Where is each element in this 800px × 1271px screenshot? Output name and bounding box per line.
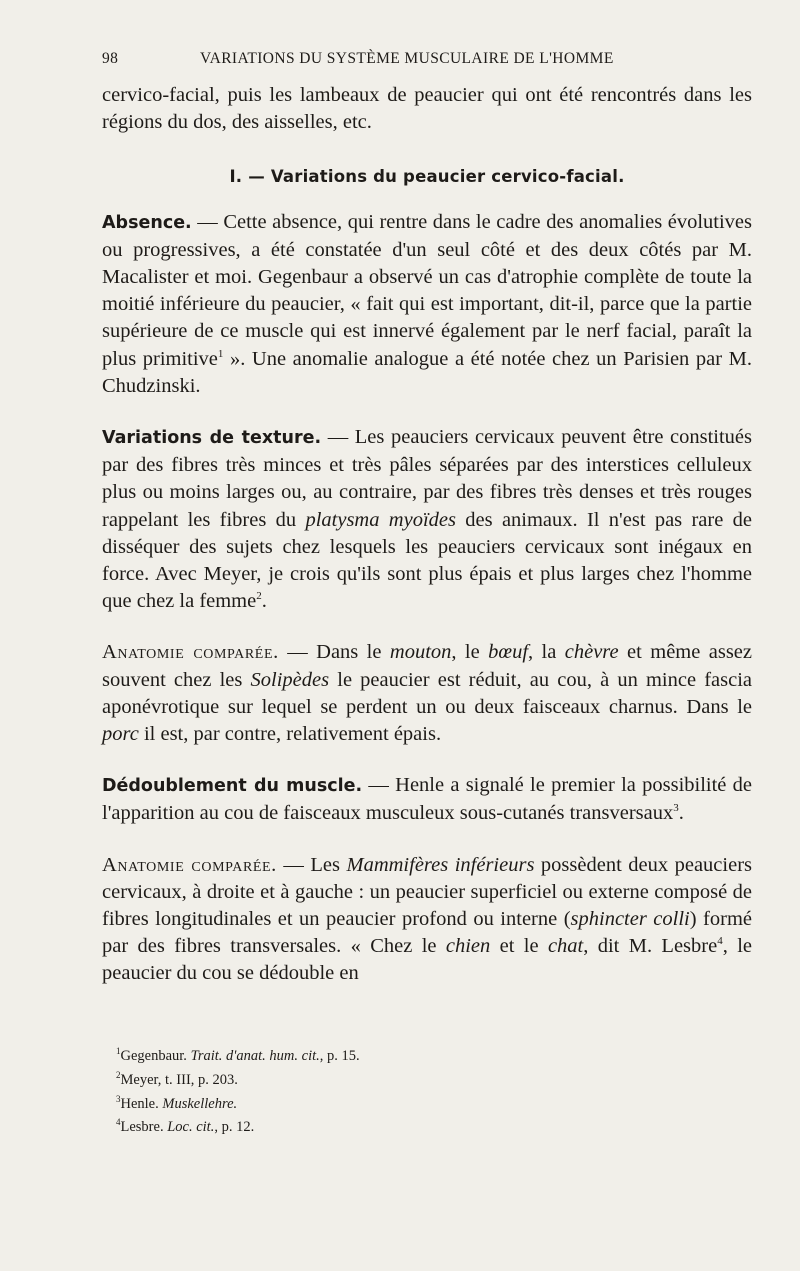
footnote-text: Lesbre. <box>120 1119 168 1136</box>
anat1-text: le peaucier est réduit, au cou, à un mince fascia aponévrotique sur lequel se perdent un ou deux faisceaux charnus. Dans le <box>102 668 753 718</box>
anat1-italic: porc <box>102 723 139 746</box>
anat1-text: , la <box>528 641 565 664</box>
absence-text: — Cette absence, qui rentre dans le cadre des anomalies évolutives ou progressives, a été constatée d'un seul côté et des deux côtés par M. Macalister et moi. Gegenbaur a observé un cas d'atrophie complète de toute la moitié inférieure du peaucier, « fait qui est important, dit-il, parce que la partie supérieure de ce muscle qui est innervé également par le nerf facial, paraît la plus primitive <box>102 210 752 370</box>
anat2-text: possèdent deux peauciers cervicaux, à droite et à gauche : un peaucier superficiel ou externe composé de fibres longitudinales et un peaucier profond ou interne ( <box>102 853 753 931</box>
footnote-italic: Trait. d'anat. hum. cit. <box>190 1047 320 1064</box>
footnote <box>116 1090 360 1114</box>
anat2-italic: chien <box>445 935 491 958</box>
anat2-text: et le <box>490 935 548 958</box>
footnote-number: 4 <box>116 1117 121 1128</box>
anatomie-comparee-paragraph-2 <box>102 852 752 988</box>
anat1-italic: mouton <box>389 641 452 664</box>
footnote-number: 2 <box>116 1069 121 1080</box>
anat2-text-end: , le peaucier du cou se dédouble en <box>102 935 752 985</box>
section-title: I. — Variations du peaucier cervico-facial. <box>229 167 625 187</box>
anat2-text: , dit M. Lesbre <box>583 935 718 958</box>
footnote-italic: Loc. cit. <box>167 1119 215 1136</box>
absence-heading: Absence. <box>102 212 192 233</box>
anat2-italic: chat <box>547 935 584 958</box>
intro-paragraph <box>102 82 752 136</box>
anat2-heading: Anatomie comparée. <box>102 853 277 876</box>
anat1-heading: Anatomie comparée. <box>102 641 279 664</box>
page-number: 98 <box>102 50 119 67</box>
texture-text: — Les peauciers cervicaux peuvent être constitués par des fibres très minces et très pâles séparées par des interstices celluleux plus ou moins larges ou, au contraire, par des fibres très denses et très rouges rappelant les fibres du <box>102 426 753 531</box>
anat1-text: il est, par contre, relativement épais. <box>138 723 442 746</box>
footnote-text: Meyer, t. III, p. 203. <box>120 1071 238 1088</box>
dedoublement-text: — Henle a signalé le premier la possibilité de l'apparition au cou de faisceaux musculeux sous-cutanés transversaux <box>102 774 752 825</box>
intro-text: cervico-facial, puis les lambeaux de peaucier qui ont été rencontrés dans les régions du dos, des aisselles, etc. <box>102 84 752 134</box>
texture-text-end: . <box>261 590 267 613</box>
body-text <box>102 82 752 988</box>
dedoublement-paragraph <box>102 772 752 827</box>
absence-paragraph <box>102 209 752 400</box>
anat2-italic: sphincter colli <box>570 908 690 931</box>
footnote-text: , p. 12. <box>214 1119 255 1136</box>
running-header <box>102 40 752 80</box>
anat1-text: — Dans le <box>278 641 390 664</box>
anat1-text: et même assez souvent chez les <box>102 641 753 691</box>
texture-heading: Variations de texture. <box>102 428 322 449</box>
running-title: VARIATIONS DU SYSTÈME MUSCULAIRE DE L'HOMME <box>200 50 614 67</box>
anat1-italic: Solipèdes <box>250 668 330 691</box>
footnote-ref-4: 4 <box>717 935 723 948</box>
footnote-number: 3 <box>116 1093 121 1104</box>
dedoublement-text-end: . <box>678 802 684 825</box>
footnote <box>116 1066 360 1090</box>
texture-italic: platysma myoïdes <box>305 508 456 531</box>
texture-paragraph <box>102 424 752 615</box>
footnote-text: , p. 15. <box>319 1047 360 1064</box>
anat1-italic: chèvre <box>564 641 619 664</box>
footnote <box>116 1113 360 1137</box>
anat2-italic: Mammifères inférieurs <box>346 853 535 876</box>
footnote-number: 1 <box>116 1046 121 1056</box>
texture-text-2: des animaux. Il n'est pas rare de disséquer des sujets chez lesquels les peauciers cervicaux sont inégaux en force. Avec Meyer, je crois qu'ils sont plus épais et plus larges chez l'homme que chez la femme <box>102 508 752 613</box>
footnote-ref-3: 3 <box>673 802 679 815</box>
anat2-text: — Les <box>276 853 347 876</box>
anat2-text: ) formé par des fibres transversales. « Chez le <box>102 908 753 958</box>
footnote <box>116 1042 360 1066</box>
absence-text-end: ». Une anomalie analogue a été notée chez un Parisien par M. Chudzinski. <box>102 347 752 397</box>
anat1-text: , le <box>451 641 489 664</box>
dedoublement-heading: Dédoublement du muscle. <box>102 776 363 797</box>
footnote-ref-2: 2 <box>256 590 262 603</box>
anatomie-comparee-paragraph-1 <box>102 639 752 748</box>
footnotes <box>116 1042 360 1137</box>
anat1-italic: bœuf <box>488 641 529 664</box>
footnote-text: Henle. <box>120 1095 163 1112</box>
footnote-text: Gegenbaur. <box>120 1047 191 1064</box>
footnote-italic: Muskellehre. <box>162 1095 238 1112</box>
footnote-ref-1: 1 <box>217 347 224 360</box>
